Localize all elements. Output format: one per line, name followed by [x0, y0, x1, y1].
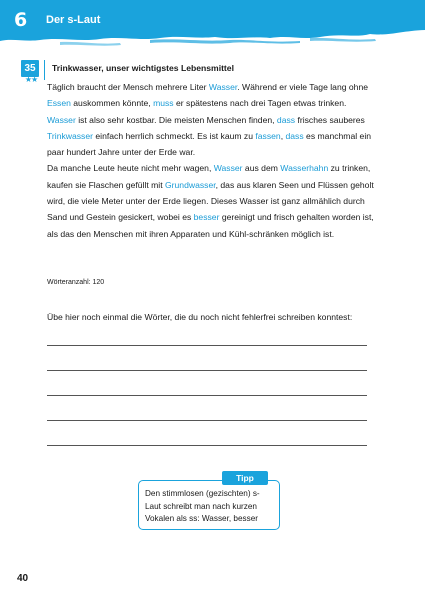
exercise-divider — [44, 60, 45, 80]
text-segment: Täglich braucht der Mensch mehrere Liter — [47, 82, 209, 92]
text-paragraph — [47, 112, 382, 161]
tip-text: Den stimmlosen (gezischten) s-Laut schreibt man nach kurzen Vokalen als ss: Wasser, besser — [145, 489, 260, 523]
text-paragraph — [47, 160, 382, 241]
text-segment: aus dem — [242, 163, 281, 174]
highlighted-word: Wasser — [213, 163, 243, 174]
writing-line[interactable] — [47, 445, 367, 446]
highlighted-word: Wasser — [47, 114, 76, 125]
text-segment: , — [280, 130, 286, 141]
page-number: 40 — [17, 573, 29, 584]
text-segment: er spätestens nach drei Tagen etwas trinken. — [173, 98, 347, 109]
dictation-text — [47, 79, 382, 242]
highlighted-word: muss — [153, 98, 174, 109]
exercise-number-badge: 35 — [21, 60, 39, 77]
writing-line[interactable] — [47, 420, 367, 421]
writing-line[interactable] — [47, 395, 367, 396]
text-segment: Da manche Leute heute nicht mehr wagen, — [47, 163, 214, 174]
text-segment: zu trinken, kaufen sie Flaschen gefüllt mit — [47, 163, 371, 190]
difficulty-stars-icon: ★★ — [24, 75, 38, 84]
text-paragraph — [47, 79, 382, 112]
text-segment: . Während er viele Tage lang ohne — [237, 82, 369, 92]
text-segment: gereinigt und frisch gehalten worden ist, als das den Menschen mit ihren Apparaten und Kühl-schränken möglich ist. — [47, 212, 374, 239]
highlighted-word: dass — [285, 130, 304, 141]
text-segment: es manchmal ein paar hundert Jahre unter der Erde war. — [47, 130, 372, 158]
highlighted-word: dass — [276, 114, 296, 125]
text-segment: , das aus klaren Seen und Flüssen geholt wird, die viele Meter unter der Erde liegen. Dieses Wasser ist ganz allmählich durch Sand und Gestein gesickert, wobei es — [47, 179, 374, 223]
tip-label: Tipp — [222, 471, 268, 485]
text-segment: ist also sehr kostbar. Die meisten Menschen finden, — [75, 114, 277, 125]
exercise-title: Trinkwasser, unser wichtigstes Lebensmittel — [52, 63, 234, 73]
practice-instruction: Übe hier noch einmal die Wörter, die du noch nicht fehlerfrei schreiben konntest: — [47, 312, 353, 322]
chapter-header-band — [0, 0, 425, 50]
word-count: Wörteranzahl: 120 — [47, 279, 105, 286]
highlighted-word: Essen — [47, 98, 71, 109]
highlighted-word: fassen — [255, 130, 281, 141]
text-segment: frisches sauberes — [295, 114, 365, 125]
chapter-number: 6 — [14, 9, 28, 31]
chapter-title: Der s-Laut — [46, 14, 101, 26]
highlighted-word: Trinkwasser — [47, 130, 93, 141]
writing-line[interactable] — [47, 345, 367, 346]
text-segment: auskommen könnte, — [70, 98, 154, 109]
highlighted-word: Grundwasser — [164, 179, 216, 190]
text-segment: einfach herrlich schmeckt. Es ist kaum zu — [93, 130, 256, 141]
highlighted-word: Wasserhahn — [280, 163, 329, 174]
highlighted-word: Wasser — [208, 82, 238, 92]
highlighted-word: besser — [193, 212, 220, 223]
writing-line[interactable] — [47, 370, 367, 371]
